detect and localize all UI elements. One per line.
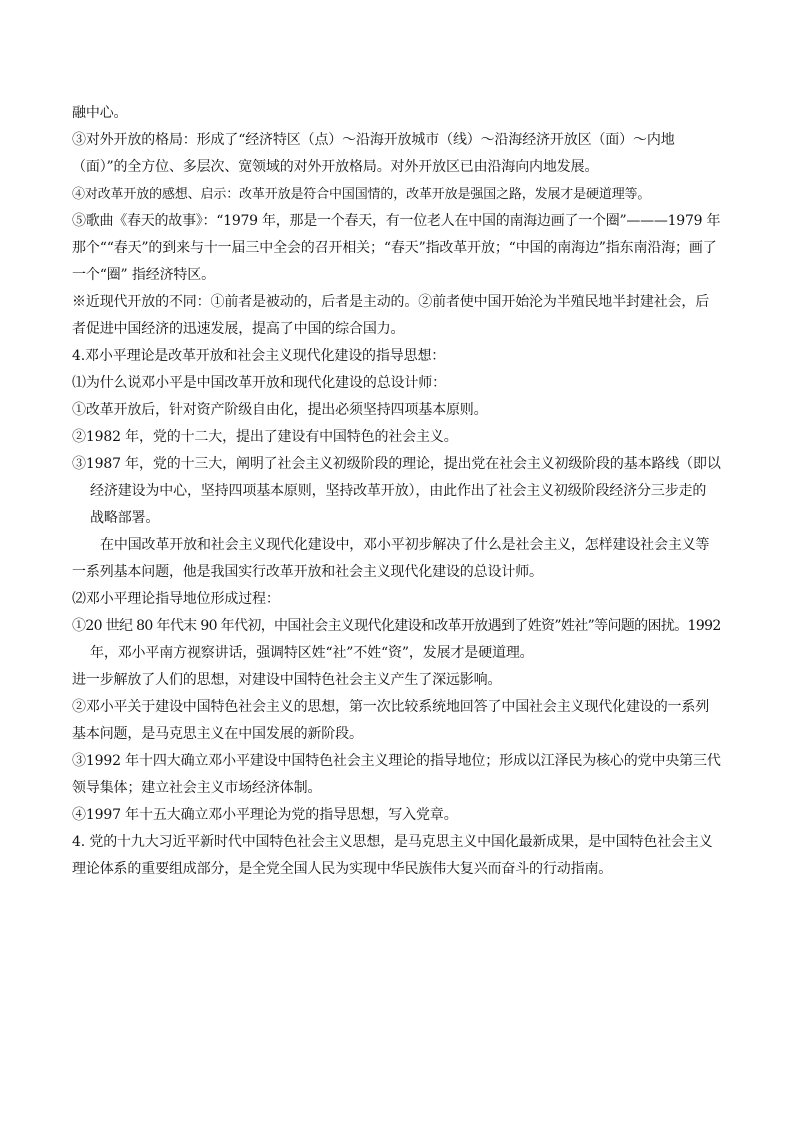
list-item: ②邓小平关于建设中国特色社会主义的思想，第一次比较系统地回答了中国社会主义现代化建设的一系列 xyxy=(72,699,710,715)
subsection-heading: ⑴为什么说邓小平是中国改革开放和现代化建设的总设计师： xyxy=(72,375,446,391)
list-item: ①20 世纪 80 年代末 90 年代初，中国社会主义现代化建设和改革开放遇到了姓资”姓社”等问题的困扰。1992 xyxy=(72,618,721,634)
section-heading: 4. 党的十九大习近平新时代中国特色社会主义思想，是马克思主义中国化最新成果，是中国特色社会主义 xyxy=(72,834,713,850)
text-line: （面）”的全方位、多层次、宽领域的对外开放格局。对外开放区已由沿海向内地发展。 xyxy=(72,159,599,175)
list-item: ③1992 年十四大确立邓小平建设中国特色社会主义理论的指导地位；形成以江泽民为核心的党中央第三代 xyxy=(72,753,721,769)
document-body xyxy=(72,100,724,883)
list-item: ②1982 年，党的十二大，提出了建设有中国特色的社会主义。 xyxy=(72,429,458,445)
text-line: 融中心。 xyxy=(72,105,128,121)
list-item-continuation: 经济建设为中心，坚持四项基本原则，坚持改革开放），由此作出了社会主义初级阶段经济分三步走的 xyxy=(90,483,707,499)
paragraph-line: 一系列基本问题，他是我国实行改革开放和社会主义现代化建设的总设计师。 xyxy=(72,564,543,580)
text-line: ③对外开放的格局：形成了“经济特区（点）～沿海开放城市（线）～沿海经济开放区（面）～内地 xyxy=(72,132,675,148)
list-item: ③1987 年，党的十三大，阐明了社会主义初级阶段的理论，提出党在社会主义初级阶段的基本路线（即以 xyxy=(72,456,721,472)
text-line: 一个“圈” 指经济特区。 xyxy=(72,267,215,283)
list-item-continuation: 领导集体；建立社会主义市场经济体制。 xyxy=(72,780,322,796)
list-item: ④1997 年十五大确立邓小平理论为党的指导思想，写入党章。 xyxy=(72,807,458,823)
subsection-heading: ⑵邓小平理论指导地位形成过程： xyxy=(72,591,280,607)
text-line: 理论体系的重要组成部分，是全党全国人民为实现中华民族伟大复兴而奋斗的行动指南。 xyxy=(72,861,613,877)
list-item-continuation: 战略部署。 xyxy=(90,510,160,526)
list-item: ①改革开放后，针对资产阶级自由化，提出必须坚持四项基本原则。 xyxy=(72,402,488,418)
text-line: ④对改革开放的感想、启示：改革开放是符合中国国情的，改革开放是强国之路，发展才是硬道理等。 xyxy=(72,187,651,202)
text-line: ⑤歌曲《春天的故事》：“1979 年，那是一个春天，有一位老人在中国的南海边画了一个圈”———1979 年 xyxy=(72,213,721,229)
paragraph-line: 在中国改革开放和社会主义现代化建设中，邓小平初步解决了什么是社会主义，怎样建设社会主义等 xyxy=(100,537,710,553)
section-heading: 4.邓小平理论是改革开放和社会主义现代化建设的指导思想： xyxy=(72,348,446,364)
text-line: 进一步解放了人们的思想，对建设中国特色社会主义产生了深远影响。 xyxy=(72,672,502,688)
list-item-continuation: 年，邓小平南方视察讲话，强调特区姓“社”不姓“资”，发展才是硬道理。 xyxy=(90,645,534,661)
text-line: 那个““春天”的到来与十一届三中全会的召开相关；“春天”指改革开放；“中国的南海边”指东南沿海；画了 xyxy=(72,240,717,256)
list-item-continuation: 基本问题，是马克思主义在中国发展的新阶段。 xyxy=(72,726,363,742)
text-line: ※近现代开放的不同：①前者是被动的，后者是主动的。②前者使中国开始沦为半殖民地半封建社会，后 xyxy=(72,294,710,310)
text-line: 者促进中国经济的迅速发展，提高了中国的综合国力。 xyxy=(72,321,405,337)
